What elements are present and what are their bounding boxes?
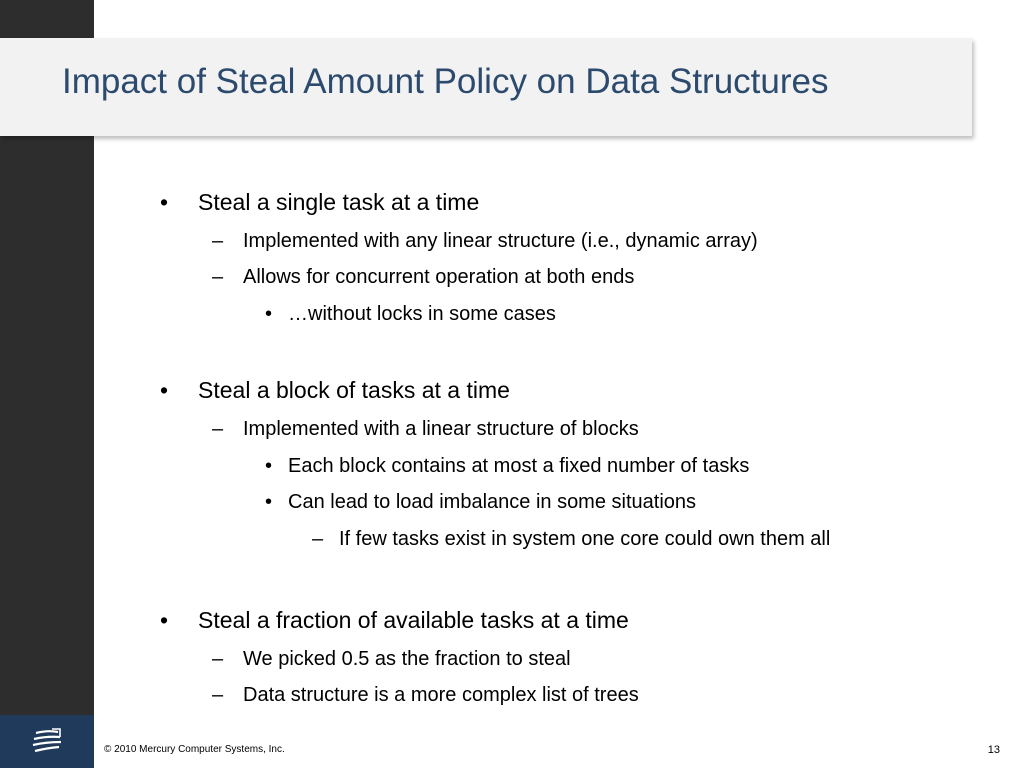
bullet-item: …without locks in some cases	[288, 303, 556, 325]
bullet-marker: •	[265, 303, 273, 325]
bullet-item: Steal a block of tasks at a time	[198, 377, 510, 403]
page-number: 13	[987, 744, 1000, 756]
bullet-marker: –	[212, 418, 224, 440]
slide-title: Impact of Steal Amount Policy on Data Structures	[62, 62, 829, 101]
footer-copyright: © 2010 Mercury Computer Systems, Inc.	[104, 744, 285, 755]
bullet-item: Allows for concurrent operation at both ends	[243, 266, 635, 288]
bullet-item: Data structure is a more complex list of trees	[243, 684, 639, 706]
bullet-marker: –	[212, 230, 224, 252]
bullet-marker: –	[212, 684, 224, 706]
bullet-marker: •	[265, 455, 273, 477]
mercury-logo-icon	[30, 727, 64, 757]
bullet-marker: –	[212, 266, 224, 288]
bullet-item: If few tasks exist in system one core could own them all	[339, 528, 831, 550]
bullet-item: Implemented with any linear structure (i.e., dynamic array)	[243, 230, 758, 252]
bullet-item: We picked 0.5 as the fraction to steal	[243, 648, 571, 670]
bullet-marker: •	[265, 491, 273, 513]
bullet-marker: •	[160, 189, 169, 215]
bullet-item: Each block contains at most a fixed number of tasks	[288, 455, 750, 477]
bullet-marker: •	[160, 377, 169, 403]
logo	[0, 715, 94, 768]
bullet-marker: –	[312, 528, 324, 550]
bullet-item: Implemented with a linear structure of blocks	[243, 418, 639, 440]
bullet-marker: •	[160, 607, 169, 633]
bullet-marker: –	[212, 648, 224, 670]
bullet-item: Steal a single task at a time	[198, 189, 480, 215]
bullet-item: Steal a fraction of available tasks at a time	[198, 607, 629, 633]
bullet-item: Can lead to load imbalance in some situations	[288, 491, 697, 513]
